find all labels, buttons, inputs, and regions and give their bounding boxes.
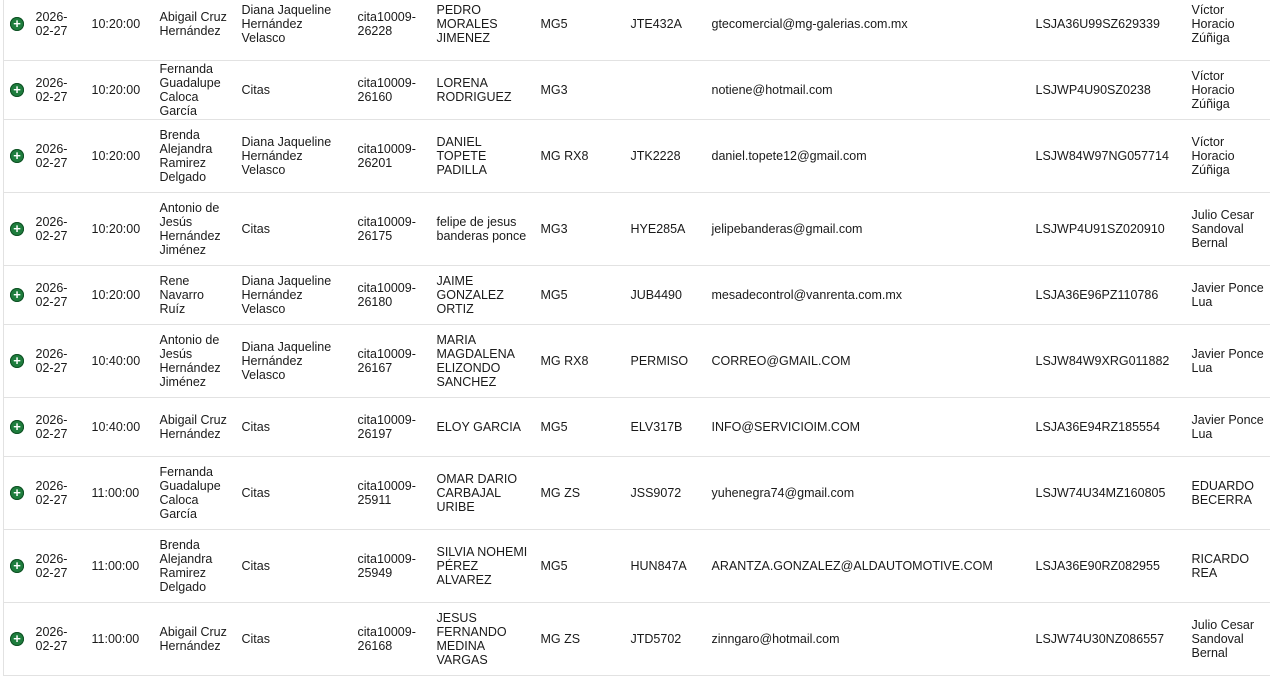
advisor-cell: Abigail Cruz Hernández bbox=[154, 398, 236, 457]
expand-cell[interactable] bbox=[4, 120, 30, 193]
customer-cell: MARIA MAGDALENA ELIZONDO SANCHEZ bbox=[431, 325, 535, 398]
table-row bbox=[4, 120, 1270, 193]
email-cell: jelipebanderas@gmail.com bbox=[706, 193, 1030, 266]
email-cell: mesadecontrol@vanrenta.com.mx bbox=[706, 266, 1030, 325]
vin-cell: LSJA36U99SZ629339 bbox=[1030, 0, 1186, 61]
vin-cell: LSJW74U34MZ160805 bbox=[1030, 457, 1186, 530]
vin-cell: LSJA36E94RZ185554 bbox=[1030, 398, 1186, 457]
expand-cell[interactable] bbox=[4, 266, 30, 325]
date-cell: 2026-02-27 bbox=[30, 530, 86, 603]
advisor-cell: Abigail Cruz Hernández bbox=[154, 0, 236, 61]
plus-circle-icon[interactable]: + bbox=[10, 288, 24, 302]
vin-cell: LSJA36E90RZ082955 bbox=[1030, 530, 1186, 603]
customer-cell: OMAR DARIO CARBAJAL URIBE bbox=[431, 457, 535, 530]
plate-cell: HYE285A bbox=[625, 193, 706, 266]
plate-cell: JUB4490 bbox=[625, 266, 706, 325]
plus-circle-icon[interactable]: + bbox=[10, 149, 24, 163]
table-row bbox=[4, 193, 1270, 266]
model-cell: MG ZS bbox=[535, 603, 625, 676]
model-cell: MG5 bbox=[535, 266, 625, 325]
expand-cell[interactable] bbox=[4, 325, 30, 398]
appointment-id-cell: cita10009-26197 bbox=[352, 398, 431, 457]
appointment-id-cell: cita10009-26167 bbox=[352, 325, 431, 398]
date-cell: 2026-02-27 bbox=[30, 603, 86, 676]
creator-cell: Diana Jaqueline Hernández Velasco bbox=[236, 266, 352, 325]
appointment-id-cell: cita10009-25949 bbox=[352, 530, 431, 603]
email-cell: ARANTZA.GONZALEZ@ALDAUTOMOTIVE.COM bbox=[706, 530, 1030, 603]
expand-cell[interactable] bbox=[4, 61, 30, 120]
creator-cell: Citas bbox=[236, 398, 352, 457]
time-cell: 10:20:00 bbox=[86, 193, 154, 266]
advisor-cell: Antonio de Jesús Hernández Jiménez bbox=[154, 325, 236, 398]
model-cell: MG5 bbox=[535, 530, 625, 603]
email-cell: gtecomercial@mg-galerias.com.mx bbox=[706, 0, 1030, 61]
date-cell: 2026-02-27 bbox=[30, 457, 86, 530]
date-cell: 2026-02-27 bbox=[30, 120, 86, 193]
model-cell: MG5 bbox=[535, 0, 625, 61]
email-cell: CORREO@GMAIL.COM bbox=[706, 325, 1030, 398]
plate-cell: JTE432A bbox=[625, 0, 706, 61]
time-cell: 10:20:00 bbox=[86, 61, 154, 120]
plus-circle-icon[interactable]: + bbox=[10, 632, 24, 646]
vin-cell: LSJWP4U91SZ020910 bbox=[1030, 193, 1186, 266]
creator-cell: Citas bbox=[236, 530, 352, 603]
model-cell: MG RX8 bbox=[535, 120, 625, 193]
table-row bbox=[4, 266, 1270, 325]
plus-circle-icon[interactable]: + bbox=[10, 83, 24, 97]
email-cell: notiene@hotmail.com bbox=[706, 61, 1030, 120]
table-row bbox=[4, 457, 1270, 530]
time-cell: 11:00:00 bbox=[86, 457, 154, 530]
advisor-cell: Rene Navarro Ruíz bbox=[154, 266, 236, 325]
expand-cell[interactable] bbox=[4, 603, 30, 676]
table-row bbox=[4, 61, 1270, 120]
advisor-cell: Antonio de Jesús Hernández Jiménez bbox=[154, 193, 236, 266]
date-cell: 2026-02-27 bbox=[30, 325, 86, 398]
technician-cell: Julio Cesar Sandoval Bernal bbox=[1186, 603, 1270, 676]
time-cell: 10:40:00 bbox=[86, 398, 154, 457]
customer-cell: SILVIA NOHEMI PÉREZ ALVAREZ bbox=[431, 530, 535, 603]
time-cell: 11:00:00 bbox=[86, 530, 154, 603]
customer-cell: PEDRO MORALES JIMENEZ bbox=[431, 0, 535, 61]
appointment-id-cell: cita10009-26228 bbox=[352, 0, 431, 61]
vin-cell: LSJW84W97NG057714 bbox=[1030, 120, 1186, 193]
creator-cell: Citas bbox=[236, 603, 352, 676]
appointment-id-cell: cita10009-25911 bbox=[352, 457, 431, 530]
expand-cell[interactable] bbox=[4, 398, 30, 457]
table-row bbox=[4, 325, 1270, 398]
technician-cell: Javier Ponce Lua bbox=[1186, 266, 1270, 325]
creator-cell: Citas bbox=[236, 61, 352, 120]
vin-cell: LSJWP4U90SZ0238 bbox=[1030, 61, 1186, 120]
customer-cell: ELOY GARCIA bbox=[431, 398, 535, 457]
customer-cell: JESUS FERNANDO MEDINA VARGAS bbox=[431, 603, 535, 676]
date-cell: 2026-02-27 bbox=[30, 193, 86, 266]
time-cell: 10:40:00 bbox=[86, 325, 154, 398]
plus-circle-icon[interactable]: + bbox=[10, 222, 24, 236]
date-cell: 2026-02-27 bbox=[30, 61, 86, 120]
creator-cell: Citas bbox=[236, 457, 352, 530]
email-cell: daniel.topete12@gmail.com bbox=[706, 120, 1030, 193]
plus-circle-icon[interactable]: + bbox=[10, 486, 24, 500]
plate-cell: PERMISO bbox=[625, 325, 706, 398]
technician-cell: Víctor Horacio Zúñiga bbox=[1186, 120, 1270, 193]
technician-cell: Javier Ponce Lua bbox=[1186, 325, 1270, 398]
appointment-id-cell: cita10009-26175 bbox=[352, 193, 431, 266]
time-cell: 10:20:00 bbox=[86, 0, 154, 61]
vin-cell: LSJW74U30NZ086557 bbox=[1030, 603, 1186, 676]
plate-cell bbox=[625, 61, 706, 120]
plate-cell: JTD5702 bbox=[625, 603, 706, 676]
customer-cell: JAIME GONZALEZ ORTIZ bbox=[431, 266, 535, 325]
advisor-cell: Brenda Alejandra Ramirez Delgado bbox=[154, 530, 236, 603]
technician-cell: Víctor Horacio Zúñiga bbox=[1186, 61, 1270, 120]
appointments-table bbox=[3, 0, 1270, 676]
advisor-cell: Fernanda Guadalupe Caloca García bbox=[154, 61, 236, 120]
expand-cell[interactable] bbox=[4, 193, 30, 266]
technician-cell: EDUARDO BECERRA bbox=[1186, 457, 1270, 530]
advisor-cell: Brenda Alejandra Ramirez Delgado bbox=[154, 120, 236, 193]
date-cell: 2026-02-27 bbox=[30, 0, 86, 61]
appointment-id-cell: cita10009-26180 bbox=[352, 266, 431, 325]
customer-cell: LORENA RODRIGUEZ bbox=[431, 61, 535, 120]
vin-cell: LSJA36E96PZ110786 bbox=[1030, 266, 1186, 325]
creator-cell: Diana Jaqueline Hernández Velasco bbox=[236, 0, 352, 61]
time-cell: 11:00:00 bbox=[86, 603, 154, 676]
appointment-id-cell: cita10009-26201 bbox=[352, 120, 431, 193]
date-cell: 2026-02-27 bbox=[30, 398, 86, 457]
plus-circle-icon[interactable]: + bbox=[10, 17, 24, 31]
expand-cell[interactable] bbox=[4, 530, 30, 603]
technician-cell: Víctor Horacio Zúñiga bbox=[1186, 0, 1270, 61]
creator-cell: Citas bbox=[236, 193, 352, 266]
customer-cell: felipe de jesus banderas ponce bbox=[431, 193, 535, 266]
email-cell: zinngaro@hotmail.com bbox=[706, 603, 1030, 676]
time-cell: 10:20:00 bbox=[86, 266, 154, 325]
time-cell: 10:20:00 bbox=[86, 120, 154, 193]
creator-cell: Diana Jaqueline Hernández Velasco bbox=[236, 325, 352, 398]
technician-cell: RICARDO REA bbox=[1186, 530, 1270, 603]
advisor-cell: Abigail Cruz Hernández bbox=[154, 603, 236, 676]
table-row bbox=[4, 0, 1270, 61]
technician-cell: Javier Ponce Lua bbox=[1186, 398, 1270, 457]
plus-circle-icon[interactable]: + bbox=[10, 354, 24, 368]
plus-circle-icon[interactable]: + bbox=[10, 420, 24, 434]
email-cell: yuhenegra74@gmail.com bbox=[706, 457, 1030, 530]
creator-cell: Diana Jaqueline Hernández Velasco bbox=[236, 120, 352, 193]
model-cell: MG RX8 bbox=[535, 325, 625, 398]
model-cell: MG ZS bbox=[535, 457, 625, 530]
expand-cell[interactable] bbox=[4, 457, 30, 530]
model-cell: MG5 bbox=[535, 398, 625, 457]
table-row bbox=[4, 398, 1270, 457]
advisor-cell: Fernanda Guadalupe Caloca García bbox=[154, 457, 236, 530]
customer-cell: DANIEL TOPETE PADILLA bbox=[431, 120, 535, 193]
appointment-id-cell: cita10009-26168 bbox=[352, 603, 431, 676]
plate-cell: JSS9072 bbox=[625, 457, 706, 530]
plate-cell: ELV317B bbox=[625, 398, 706, 457]
plus-circle-icon[interactable]: + bbox=[10, 559, 24, 573]
date-cell: 2026-02-27 bbox=[30, 266, 86, 325]
table-row bbox=[4, 603, 1270, 676]
expand-cell[interactable] bbox=[4, 0, 30, 61]
model-cell: MG3 bbox=[535, 193, 625, 266]
plate-cell: JTK2228 bbox=[625, 120, 706, 193]
table-row bbox=[4, 530, 1270, 603]
appointment-id-cell: cita10009-26160 bbox=[352, 61, 431, 120]
email-cell: INFO@SERVICIOIM.COM bbox=[706, 398, 1030, 457]
technician-cell: Julio Cesar Sandoval Bernal bbox=[1186, 193, 1270, 266]
plate-cell: HUN847A bbox=[625, 530, 706, 603]
vin-cell: LSJW84W9XRG011882 bbox=[1030, 325, 1186, 398]
model-cell: MG3 bbox=[535, 61, 625, 120]
